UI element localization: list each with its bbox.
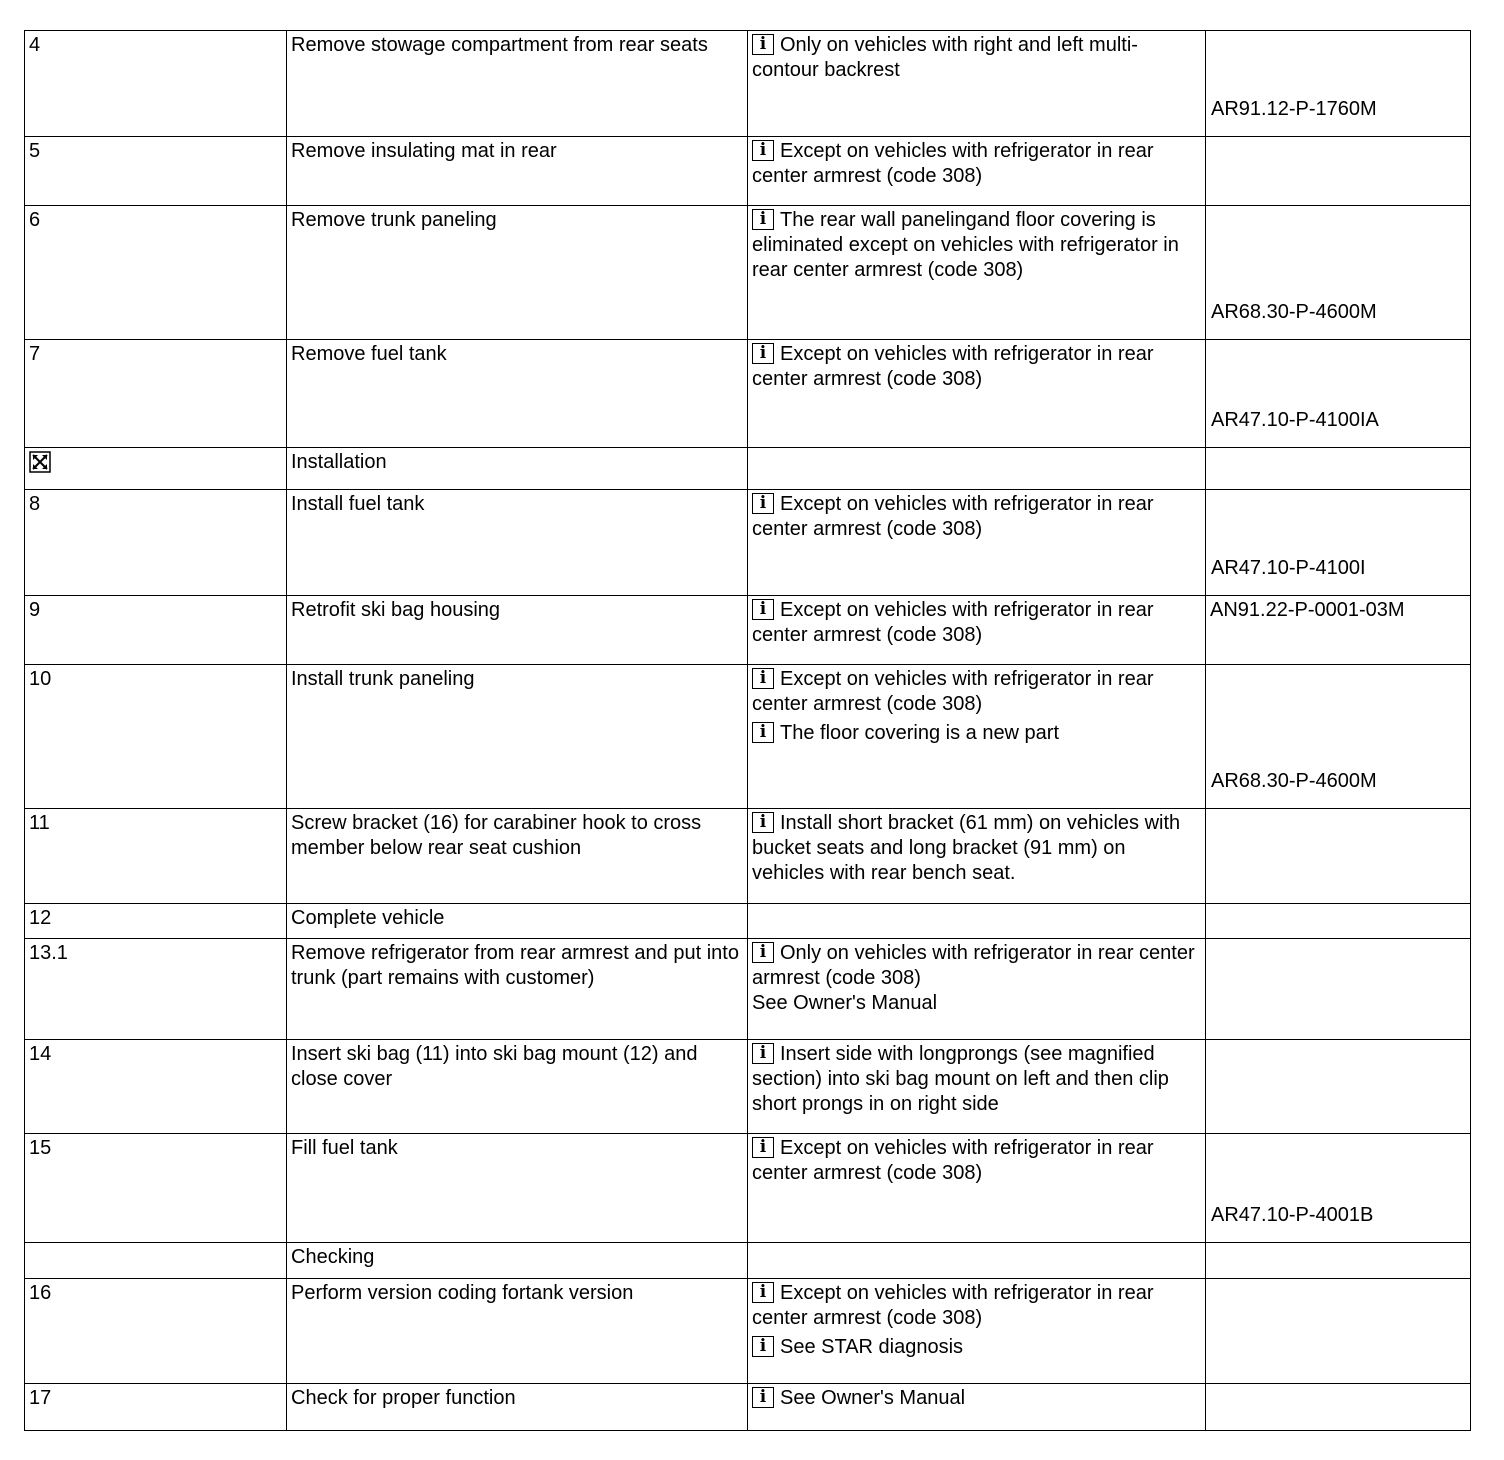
note (752, 598, 1201, 648)
step-number-cell (25, 1134, 287, 1243)
reference-cell (1206, 1243, 1471, 1279)
step-number-cell (25, 809, 287, 904)
step-number: 8 (29, 493, 41, 515)
info-icon: i (752, 343, 774, 364)
note (752, 667, 1201, 717)
note-text: The floor covering is a new part (780, 722, 1060, 744)
step-number: 16 (29, 1282, 52, 1304)
reference-link[interactable]: AR47.10-P-4001B (1211, 1204, 1374, 1226)
step-number-cell (25, 665, 287, 809)
action-text: Complete vehicle (291, 907, 445, 929)
notes-cell (748, 31, 1206, 137)
table-row (25, 1384, 1471, 1431)
table-row (25, 596, 1471, 665)
step-number: 6 (29, 209, 41, 231)
table-row (25, 448, 1471, 490)
table-row (25, 939, 1471, 1040)
notes-cell (748, 1384, 1206, 1431)
table-row (25, 904, 1471, 939)
action-cell (287, 206, 748, 340)
table-row (25, 490, 1471, 596)
note (752, 139, 1201, 189)
note-text: Except on vehicles with refrigerator in rear center armrest (code 308) (752, 668, 1154, 715)
note (752, 1136, 1201, 1186)
notes-cell (748, 340, 1206, 448)
info-icon: i (752, 812, 774, 833)
reference-link[interactable]: AR68.30-P-4600M (1211, 301, 1377, 323)
note-text: The rear wall panelingand floor covering is eliminated except on vehicles with refrigerator in rear center armrest (code 308) (752, 209, 1179, 281)
procedure-table (24, 30, 1471, 1431)
note (752, 811, 1201, 886)
action-text: Retrofit ski bag housing (291, 599, 501, 621)
note (752, 208, 1201, 283)
action-text: Install trunk paneling (291, 668, 475, 690)
note (752, 1042, 1201, 1117)
note-text: Insert side with longprongs (see magnified section) into ski bag mount on left and then clip short prongs in on right side (752, 1043, 1169, 1115)
note (752, 1386, 1201, 1411)
notes-cell (748, 1134, 1206, 1243)
info-icon: i (752, 34, 774, 55)
reference-link[interactable]: AR91.12-P-1760M (1211, 98, 1377, 120)
step-number-cell (25, 206, 287, 340)
info-icon: i (752, 493, 774, 514)
step-number-cell (25, 1040, 287, 1134)
step-number: 7 (29, 343, 41, 365)
action-cell (287, 939, 748, 1040)
reference-link[interactable]: AN91.22-P-0001-03M (1210, 599, 1405, 621)
reference-link[interactable]: AR68.30-P-4600M (1211, 770, 1377, 792)
table-row (25, 206, 1471, 340)
note-text: See STAR diagnosis (780, 1336, 964, 1358)
step-number-cell (25, 31, 287, 137)
info-icon: i (752, 209, 774, 230)
note-text: Except on vehicles with refrigerator in rear center armrest (code 308) (752, 140, 1154, 187)
note (752, 1335, 1201, 1360)
step-number: 4 (29, 34, 41, 56)
reference-cell (1206, 596, 1471, 665)
step-number-cell (25, 137, 287, 206)
info-icon: i (752, 1043, 774, 1064)
step-number-cell (25, 1243, 287, 1279)
note-text: Except on vehicles with refrigerator in rear center armrest (code 308) (752, 1137, 1154, 1184)
action-text: Screw bracket (16) for carabiner hook to cross member below rear seat cushion (291, 812, 702, 859)
note (752, 1281, 1201, 1331)
step-number: 5 (29, 140, 41, 162)
action-cell (287, 904, 748, 939)
action-cell (287, 1279, 748, 1384)
reference-link[interactable]: AR47.10-P-4100I (1211, 557, 1366, 579)
info-icon: i (752, 1387, 774, 1408)
step-number: 14 (29, 1043, 52, 1065)
table-row (25, 665, 1471, 809)
step-number: 10 (29, 668, 52, 690)
reference-cell (1206, 448, 1471, 490)
step-number-cell (25, 596, 287, 665)
notes-cell (748, 809, 1206, 904)
step-number: 15 (29, 1137, 52, 1159)
reference-cell (1206, 1134, 1471, 1243)
action-text: Remove refrigerator from rear armrest and put into trunk (part remains with customer) (291, 942, 739, 989)
step-number-cell (25, 1384, 287, 1431)
note (752, 941, 1201, 1016)
procedure-table-body (25, 31, 1471, 1431)
note-text: Except on vehicles with refrigerator in rear center armrest (code 308) (752, 493, 1154, 540)
reference-link[interactable]: AR47.10-P-4100IA (1211, 409, 1379, 431)
step-number: 12 (29, 907, 52, 929)
reference-cell (1206, 490, 1471, 596)
action-text: Checking (291, 1246, 375, 1268)
action-cell (287, 809, 748, 904)
notes-cell (748, 1040, 1206, 1134)
note-text: Only on vehicles with right and left multi-contour backrest (752, 34, 1138, 81)
action-text: Remove insulating mat in rear (291, 140, 557, 162)
note-text: Only on vehicles with refrigerator in rear center armrest (code 308) See Owner's Manual (752, 942, 1195, 1014)
notes-cell (748, 137, 1206, 206)
note-text: Install short bracket (61 mm) on vehicles with bucket seats and long bracket (91 mm) on vehicles with rear bench seat. (752, 812, 1181, 884)
info-icon: i (752, 722, 774, 743)
reference-cell (1206, 137, 1471, 206)
note-text: See Owner's Manual (780, 1387, 966, 1409)
note (752, 342, 1201, 392)
action-text: Remove stowage compartment from rear seats (291, 34, 708, 56)
reference-cell (1206, 1040, 1471, 1134)
table-row (25, 809, 1471, 904)
action-cell (287, 1243, 748, 1279)
note (752, 33, 1201, 83)
action-text: Install fuel tank (291, 493, 425, 515)
action-cell (287, 137, 748, 206)
installation-icon (29, 451, 51, 473)
table-row (25, 31, 1471, 137)
notes-cell (748, 1243, 1206, 1279)
action-cell (287, 490, 748, 596)
action-text: Perform version coding fortank version (291, 1282, 634, 1304)
step-number: 9 (29, 599, 41, 621)
action-cell (287, 31, 748, 137)
table-row (25, 1134, 1471, 1243)
notes-cell (748, 490, 1206, 596)
action-text: Check for proper function (291, 1387, 516, 1409)
step-number-cell (25, 904, 287, 939)
action-cell (287, 596, 748, 665)
action-text: Remove fuel tank (291, 343, 447, 365)
notes-cell (748, 448, 1206, 490)
action-cell (287, 665, 748, 809)
table-row (25, 1040, 1471, 1134)
reference-cell (1206, 340, 1471, 448)
action-cell (287, 448, 748, 490)
action-text: Fill fuel tank (291, 1137, 398, 1159)
notes-cell (748, 665, 1206, 809)
note (752, 721, 1201, 746)
notes-cell (748, 1279, 1206, 1384)
reference-cell (1206, 939, 1471, 1040)
action-cell (287, 340, 748, 448)
reference-cell (1206, 31, 1471, 137)
action-text: Insert ski bag (11) into ski bag mount (12) and close cover (291, 1043, 698, 1090)
info-icon: i (752, 668, 774, 689)
info-icon: i (752, 942, 774, 963)
step-number-cell (25, 448, 287, 490)
info-icon: i (752, 140, 774, 161)
info-icon: i (752, 1336, 774, 1357)
step-number-cell (25, 490, 287, 596)
action-text: Installation (291, 451, 387, 473)
reference-cell (1206, 1384, 1471, 1431)
table-row (25, 137, 1471, 206)
table-row (25, 340, 1471, 448)
table-row (25, 1243, 1471, 1279)
note-text: Except on vehicles with refrigerator in rear center armrest (code 308) (752, 1282, 1154, 1329)
info-icon: i (752, 1137, 774, 1158)
notes-cell (748, 904, 1206, 939)
info-icon: i (752, 599, 774, 620)
reference-cell (1206, 904, 1471, 939)
table-row (25, 1279, 1471, 1384)
reference-cell (1206, 809, 1471, 904)
note-text: Except on vehicles with refrigerator in rear center armrest (code 308) (752, 599, 1154, 646)
reference-cell (1206, 206, 1471, 340)
step-number: 11 (29, 812, 50, 834)
step-number-cell (25, 939, 287, 1040)
step-number-cell (25, 1279, 287, 1384)
action-cell (287, 1384, 748, 1431)
step-number-cell (25, 340, 287, 448)
note-text: Except on vehicles with refrigerator in rear center armrest (code 308) (752, 343, 1154, 390)
reference-cell (1206, 1279, 1471, 1384)
info-icon: i (752, 1282, 774, 1303)
action-text: Remove trunk paneling (291, 209, 497, 231)
action-cell (287, 1040, 748, 1134)
action-cell (287, 1134, 748, 1243)
reference-cell (1206, 665, 1471, 809)
notes-cell (748, 939, 1206, 1040)
notes-cell (748, 206, 1206, 340)
notes-cell (748, 596, 1206, 665)
note (752, 492, 1201, 542)
step-number: 13.1 (29, 942, 68, 964)
step-number: 17 (29, 1387, 52, 1409)
